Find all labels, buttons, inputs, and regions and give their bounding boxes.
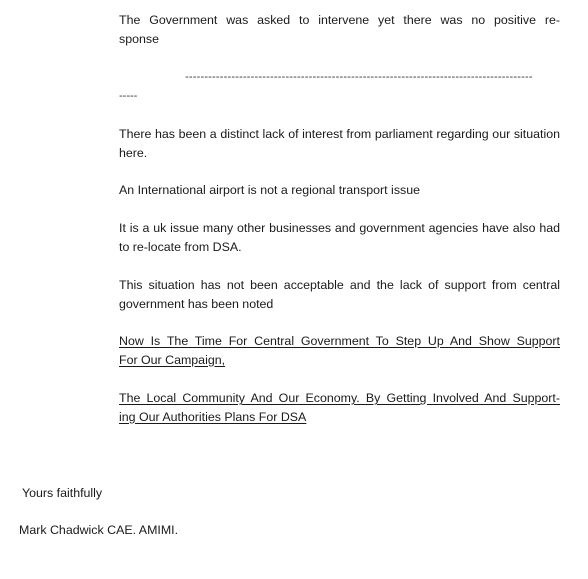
closing-salutation: Yours faithfully bbox=[22, 486, 103, 500]
paragraph-line: The Government was asked to intervene yet there was no positive re- bbox=[119, 13, 560, 27]
callout-local-community bbox=[119, 389, 560, 426]
paragraph-line: sponse bbox=[119, 31, 159, 46]
paragraph-uk-issue: It is a uk issue many other businesses and government agencies have also had to re-locate from DSA. bbox=[119, 221, 560, 254]
callout-line: Now Is The Time For Central Government To Step Up And Show Support bbox=[119, 334, 560, 348]
callout-line: For Our Campaign, bbox=[119, 352, 226, 367]
paragraph-lack-of-support: This situation has not been acceptable and the lack of support from central government has been noted bbox=[119, 278, 560, 311]
dashed-separator-continuation: ----- bbox=[119, 90, 138, 102]
callout-central-government bbox=[119, 332, 560, 369]
paragraph-airport-issue: An International airport is not a regional transport issue bbox=[119, 183, 420, 197]
dashed-separator: ------------------------------------------------------------------------------------------ bbox=[185, 71, 533, 83]
callout-line: ing Our Authorities Plans For DSA bbox=[119, 409, 307, 424]
paragraph-government-response bbox=[119, 11, 560, 48]
signature-name: Mark Chadwick CAE. AMIMI. bbox=[19, 523, 179, 537]
callout-line: The Local Community And Our Economy. By Getting Involved And Support- bbox=[119, 391, 560, 405]
paragraph-parliament-interest: There has been a distinct lack of interest from parliament regarding our situation here. bbox=[119, 127, 560, 160]
